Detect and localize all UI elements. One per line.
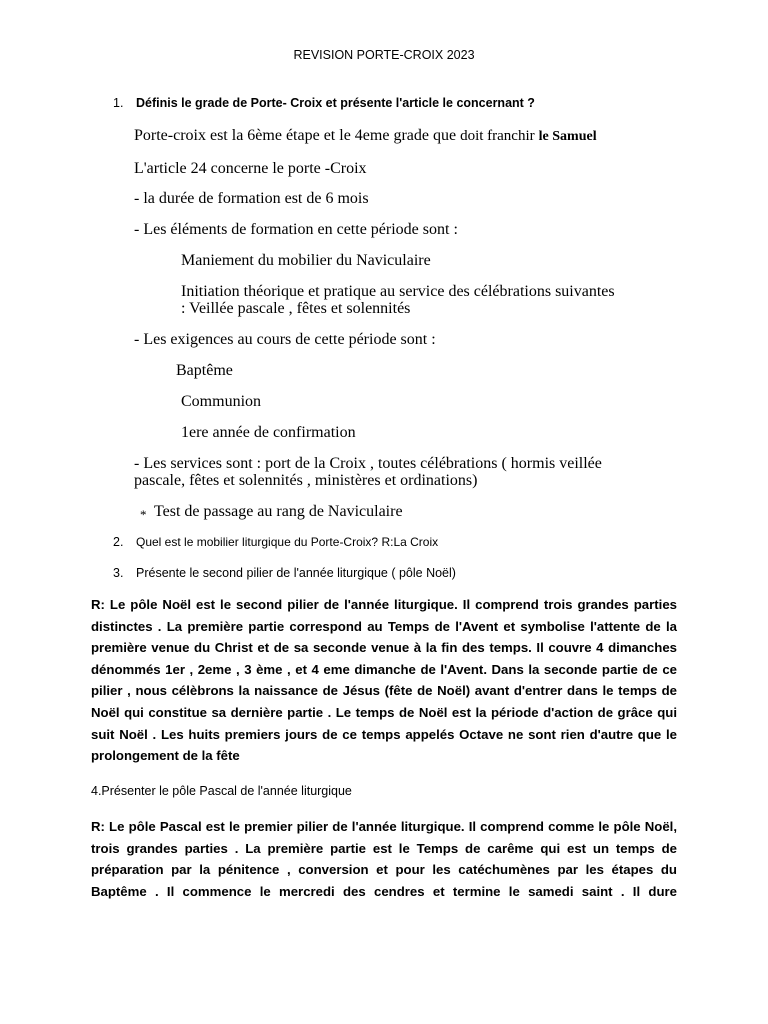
q1-elements-heading: - Les éléments de formation en cette période sont : bbox=[134, 221, 458, 238]
q4-answer-line: trois grandes parties . La première partie est le Temps de carême qui est un temps de bbox=[91, 840, 677, 856]
q1-services-line-1: - Les services sont : port de la Croix , toutes célébrations ( hormis veillée bbox=[134, 455, 602, 472]
q1-requirement-3: 1ere année de confirmation bbox=[181, 424, 356, 441]
q3-text: Présente le second pilier de l'année liturgique ( pôle Noël) bbox=[136, 566, 456, 580]
q4-answer bbox=[91, 816, 677, 902]
q1-element-2-line-2: : Veillée pascale , fêtes et solennités bbox=[181, 300, 411, 317]
q3-answer-line: pilier , nous célèbrons la naissance de Jésus (fête de Noël) avant d'entrer dans le temps de bbox=[91, 683, 677, 699]
q3-answer-line: suit Noël . Les huits premiers jours de ce temps appelés Octave ne sont rien d'autre que le bbox=[91, 726, 677, 742]
q1-requirement-1: Baptême bbox=[176, 362, 233, 379]
q1-test-bullet: * bbox=[140, 507, 147, 522]
q1-requirements-heading: - Les exigences au cours de cette période sont : bbox=[134, 331, 436, 348]
q1-test: Test de passage au rang de Naviculaire bbox=[154, 503, 403, 520]
q4-answer-line: R: Le pôle Pascal est le premier pilier de l'année liturgique. Il comprend comme le pôle Noël, bbox=[91, 819, 677, 834]
q1-definition-part-c: le Samuel bbox=[538, 129, 597, 144]
q1-element-1: Maniement du mobilier du Naviculaire bbox=[181, 252, 431, 269]
q4-answer-line: Baptême . Il commence le mercredi des cendres et termine le samedi saint . Il dure bbox=[91, 883, 677, 899]
q1-article: L'article 24 concerne le porte -Croix bbox=[134, 160, 367, 177]
q3-number: 3. bbox=[113, 566, 124, 580]
q2-text: Quel est le mobilier liturgique du Porte-Croix? R:La Croix bbox=[136, 535, 439, 549]
q1-duration: - la durée de formation est de 6 mois bbox=[134, 190, 369, 207]
q1-definition-line bbox=[134, 127, 597, 145]
q3-answer-line: distinctes . La première partie correspond au Temps de l'Avent et symbolise l'attente de la bbox=[91, 618, 677, 634]
q3-answer-line: prolongement de la fête bbox=[91, 748, 240, 764]
q1-services-line-2: pascale, fêtes et solennités , ministères et ordinations) bbox=[134, 472, 478, 489]
q1-number: 1. bbox=[113, 96, 124, 110]
q3-answer-line: première venue du Christ et de sa seconde venue à la fin des temps. Il couvre 4 dimanches bbox=[91, 640, 677, 656]
document-title: REVISION PORTE-CROIX 2023 bbox=[293, 48, 475, 62]
q1-question: Définis le grade de Porte- Croix et présente l'article le concernant ? bbox=[136, 96, 535, 110]
q3-answer-line: Noël qui constitue sa dernière partie . Le temps de Noël est la période d'action de grâce qui bbox=[91, 704, 677, 720]
q1-definition-part-a: Porte-croix est la 6ème étape et le 4eme grade que bbox=[134, 127, 457, 144]
q1-element-2-line-1: Initiation théorique et pratique au service des célébrations suivantes bbox=[181, 283, 615, 300]
q2-number: 2. bbox=[113, 535, 124, 549]
q3-answer-line: R: Le pôle Noël est le second pilier de l'année liturgique. Il comprend trois grandes parties bbox=[91, 597, 677, 612]
q4-answer-line: préparation par la pénitence , conversion et pour les catéchumènes par les étapes du bbox=[91, 862, 677, 878]
q4-text: 4.Présenter le pôle Pascal de l'année liturgique bbox=[91, 784, 352, 798]
q1-requirement-2: Communion bbox=[181, 393, 262, 410]
q3-answer bbox=[91, 594, 677, 767]
q3-answer-line: dénommés 1er , 2eme , 3 ème , et 4 eme dimanche de l'Avent. Dans la seconde partie de ce bbox=[91, 661, 677, 677]
q1-definition-part-b: doit franchir bbox=[460, 128, 535, 144]
